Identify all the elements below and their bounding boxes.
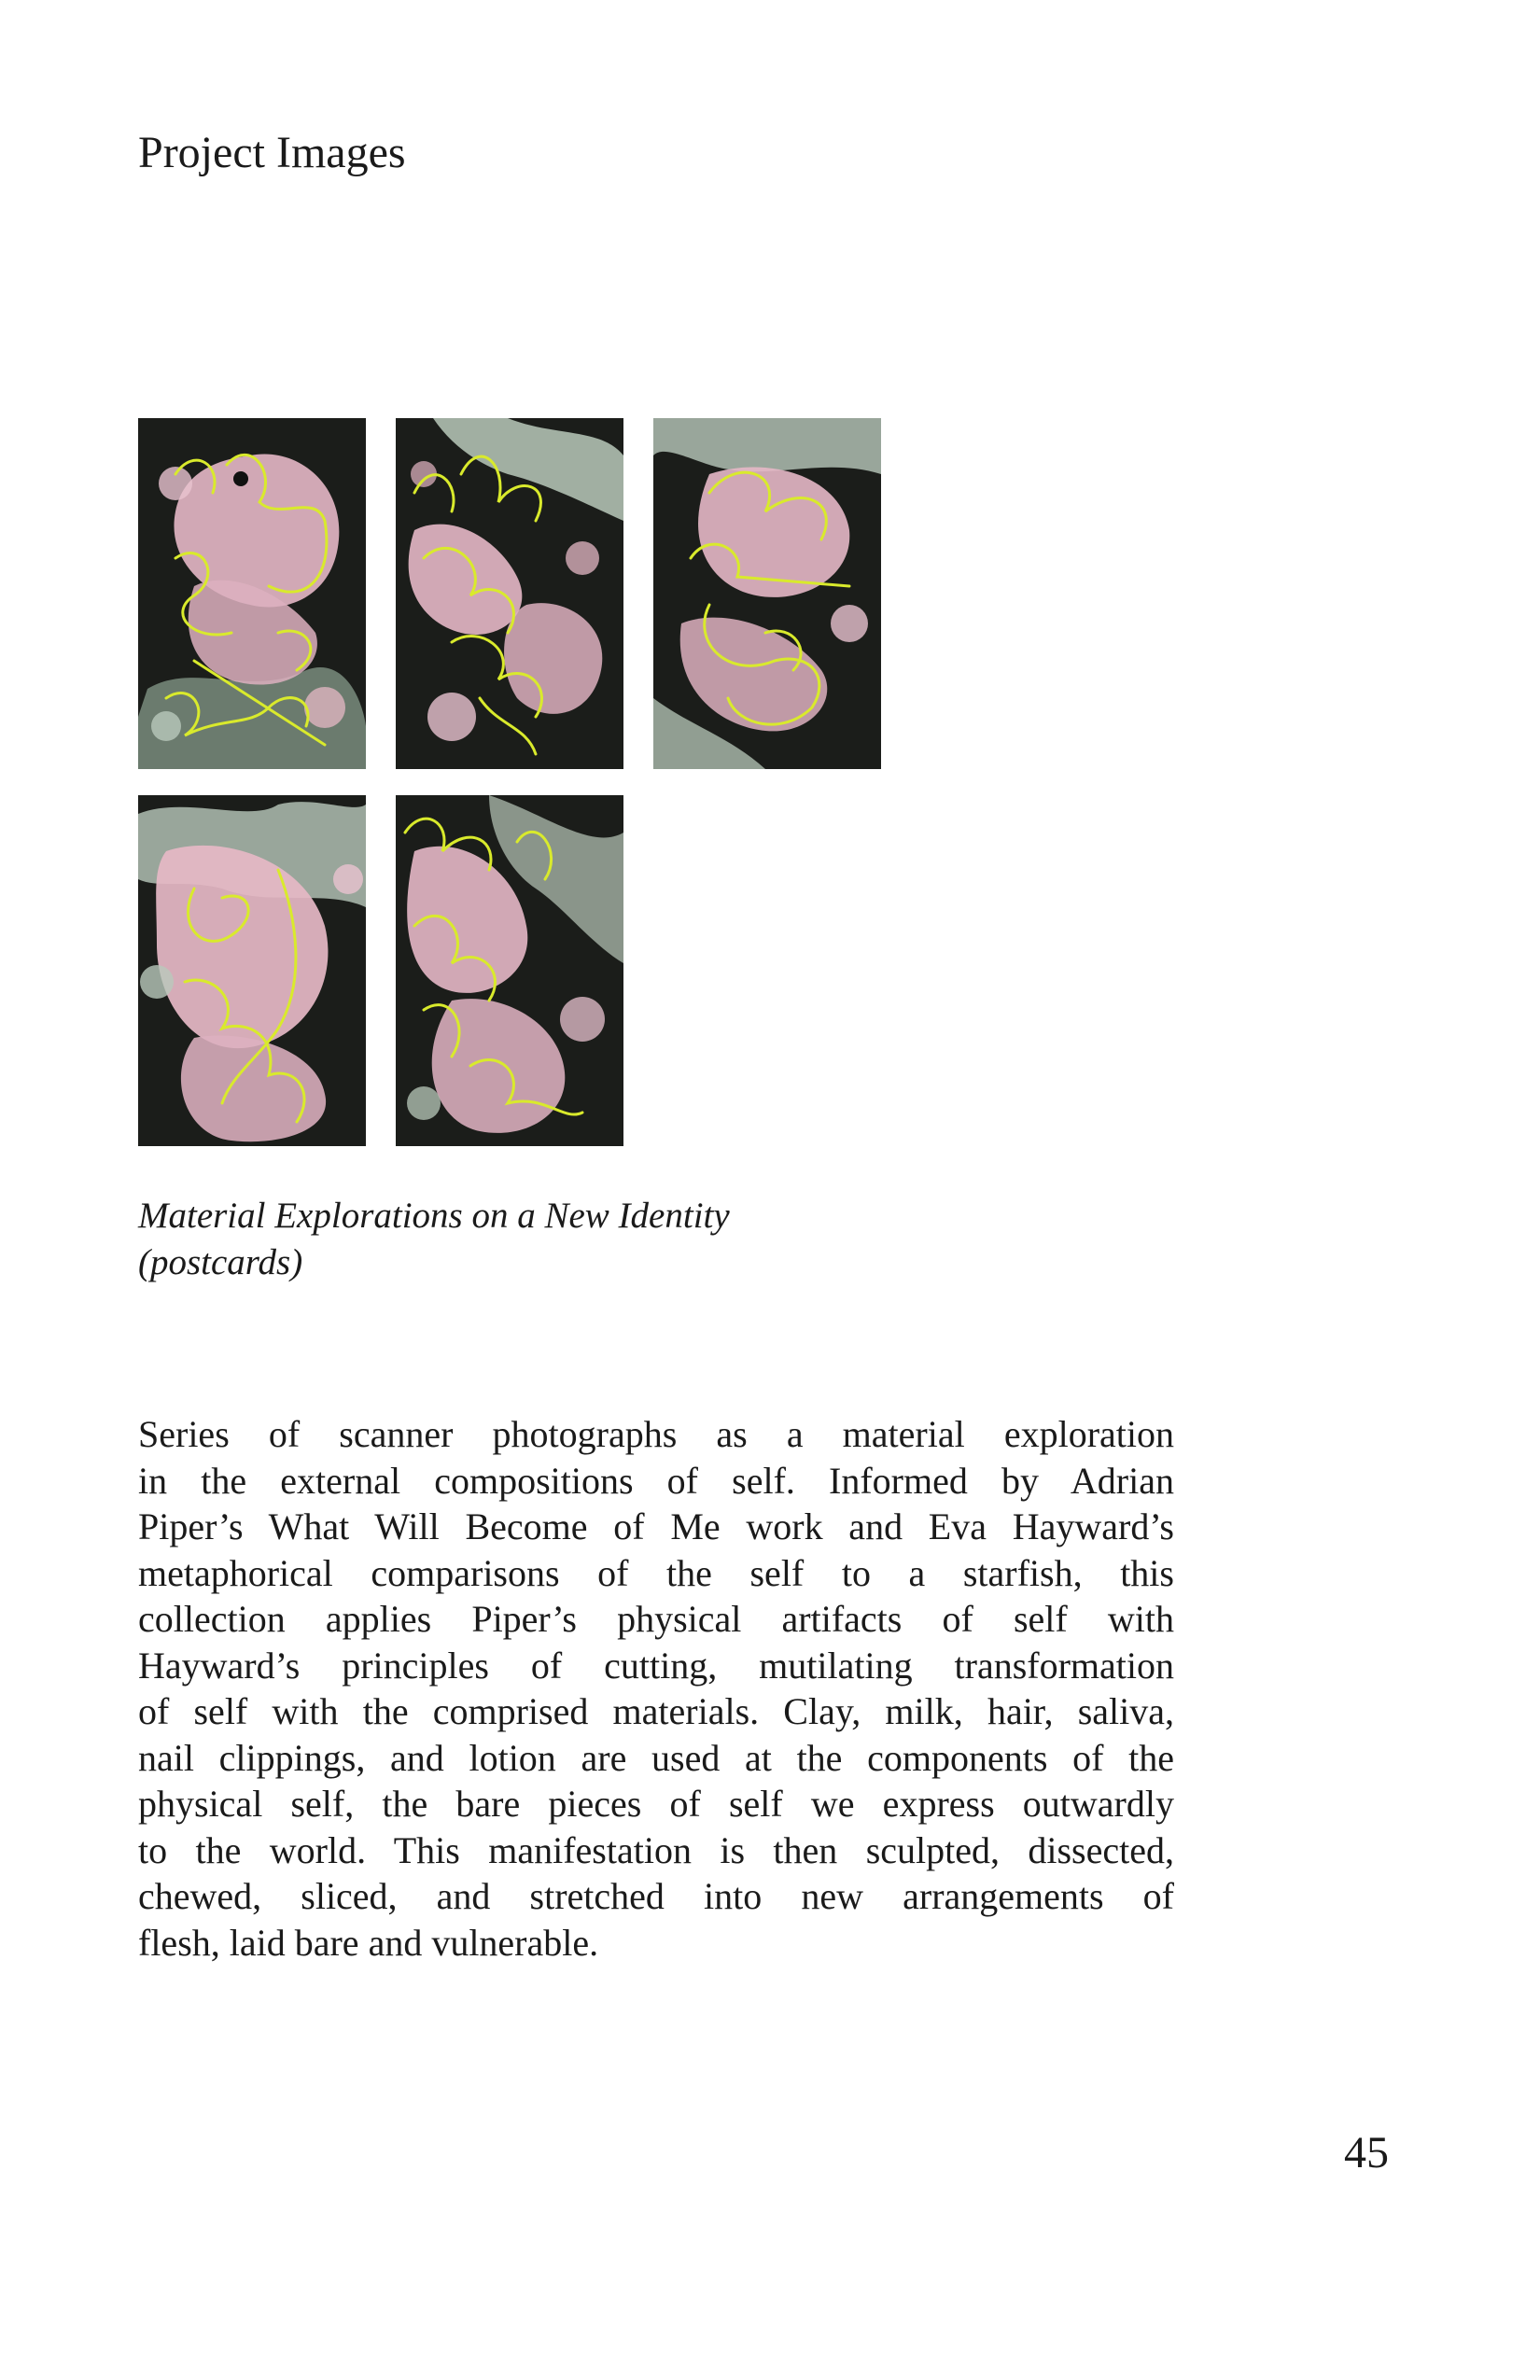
postcard-image-2	[396, 418, 623, 769]
body-line: Hayward’s principles of cutting, mutilating transformation	[138, 1644, 1174, 1687]
postcard-image-5	[396, 795, 623, 1146]
body-line: collection applies Piper’s physical artifacts of self with	[138, 1598, 1174, 1640]
postcard-5-artwork	[396, 795, 623, 1146]
caption-line: (postcards)	[138, 1242, 303, 1282]
body-line: flesh, laid bare and vulnerable.	[138, 1921, 599, 1964]
body-line: in the external compositions of self. Informed by Adrian	[138, 1459, 1174, 1502]
body-line: physical self, the bare pieces of self we express outwardly	[138, 1783, 1174, 1825]
postcard-4-artwork	[138, 795, 366, 1146]
postcard-3-artwork	[653, 418, 881, 769]
body-line: Piper’s What Will Become of Me work and Eva Hayward’s	[138, 1505, 1174, 1547]
postcard-image-1	[138, 418, 366, 769]
page-title: Project Images	[138, 128, 406, 177]
figure-caption	[138, 1193, 903, 1286]
postcard-1-artwork	[138, 418, 366, 769]
body-line: to the world. This manifestation is then sculpted, dissected,	[138, 1828, 1174, 1871]
body-line: Series of scanner photographs as a material exploration	[138, 1413, 1174, 1455]
postcard-image-grid	[138, 418, 885, 1146]
postcard-image-3	[653, 418, 881, 769]
body-line: nail clippings, and lotion are used at the components of the	[138, 1736, 1174, 1779]
body-line: metaphorical comparisons of the self to a starfish, this	[138, 1551, 1174, 1594]
body-line: of self with the comprised materials. Clay, milk, hair, saliva,	[138, 1690, 1174, 1732]
postcard-image-4	[138, 795, 366, 1146]
postcard-2-artwork	[396, 418, 623, 769]
caption-line: Material Explorations on a New Identity	[138, 1196, 730, 1236]
page-number: 45	[1344, 2128, 1389, 2177]
body-line: chewed, sliced, and stretched into new arrangements of	[138, 1875, 1174, 1917]
body-paragraph	[138, 1411, 1174, 1966]
